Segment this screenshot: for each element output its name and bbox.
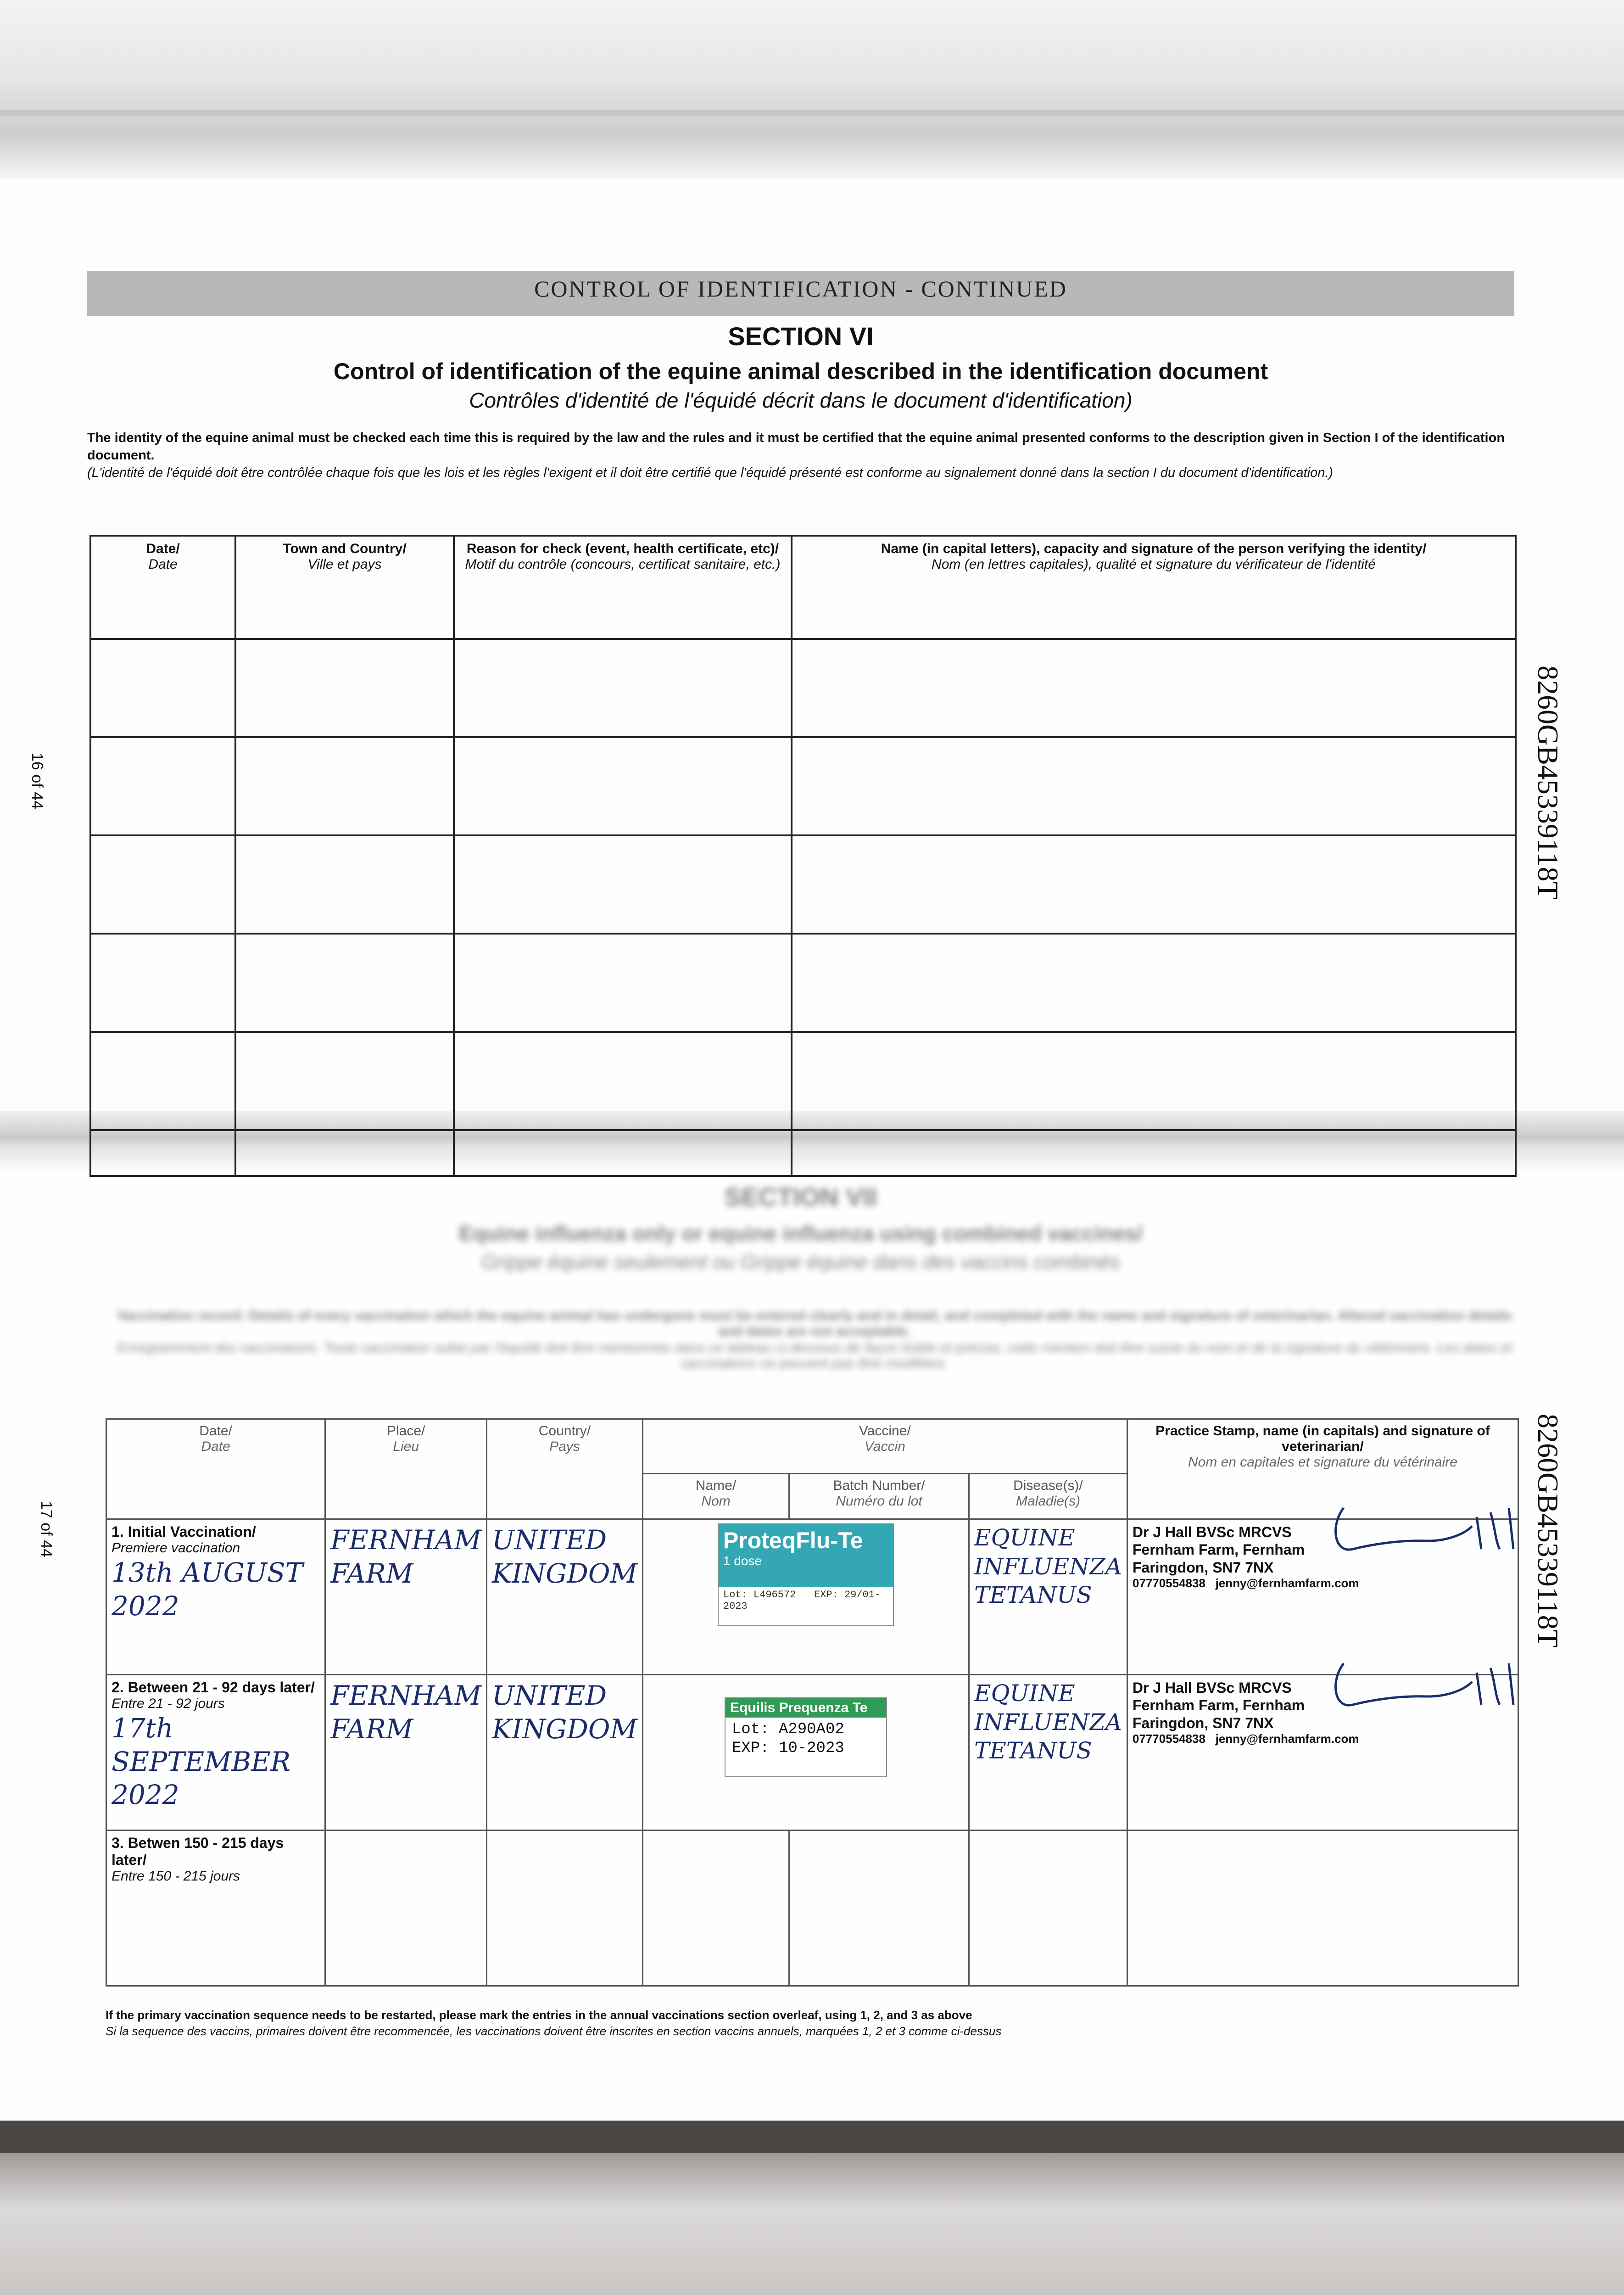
batch-number: Lot: L496572 EXP: 29/01-2023 [723,1589,881,1612]
table-row [106,1830,1518,1986]
intro-text [87,429,1519,481]
handwritten-date: 13th AUGUST 2022 [112,1557,303,1622]
passport-id-lower: 8260GB45339118T [1532,1414,1564,1648]
col-batch: Batch Number/ Numéro du lot [789,1474,969,1519]
intro-french-lower: Enregistrement des vaccinations: Toute vaccination subie par l'équidé doit être mentionnée dans ce tableau ci-dessous de façon lisible et précise, cette mention doit être suivie du nom et de la signature du vétérinaire. Les dates et vaccinations ne peuvent pas être modifiées. [117,1340,1512,1371]
vaccination-table [106,1418,1519,1987]
heading-english: Control of identification of the equine animal described in the identification document [333,358,1268,384]
heading-french-lower: Grippe équine seulement ou Grippe équine dans des vaccins combinés [481,1251,1120,1273]
vaccine-brand: Equilis Prequenza Te [725,1698,886,1718]
table-row [90,934,1516,1032]
table-row [90,639,1516,737]
heading-french: Contrôles d'identité de l'équidé décrit dans le document d'identification) [469,388,1133,412]
col-place: Place/ Lieu [325,1419,487,1519]
col-town: Town and Country/ Ville et pays [235,536,454,639]
footnote-english: If the primary vaccination sequence needs to be restarted, please mark the entries in the annual vaccinations section overleaf, using 1, 2, and 3 as above [106,2008,972,2022]
table-row [90,1130,1516,1176]
col-vaccine-name: Name/ Nom [642,1474,789,1519]
table-header-row [106,1419,1518,1474]
vaccine-sticker [725,1697,887,1777]
vaccine-label-cell [642,1519,969,1675]
vet-signature [1325,1654,1536,1718]
passport-id-upper: 8260GB45339118T [1532,666,1564,900]
vaccine-brand: ProteqFlu-Te [723,1528,863,1553]
scanner-edge-top [0,0,1624,179]
identity-check-table [89,535,1517,1177]
date-cell: 3. Betwen 150 - 215 days later/ Entre 150 - 215 jours [106,1830,325,1986]
place-cell: FERNHAM FARM [325,1519,487,1675]
date-cell: 2. Between 21 - 92 days later/ Entre 21 - 92 jours 17th SEPTEMBER 2022 [106,1675,325,1830]
disease-cell: EQUINE INFLUENZA TETANUS [969,1519,1127,1675]
scanner-line [0,110,1624,116]
place-cell: FERNHAM FARM [325,1675,487,1830]
batch-number: Lot: A290A02 EXP: 10-2023 [731,1721,844,1757]
col-disease: Disease(s)/ Maladie(s) [969,1474,1127,1519]
page-number-upper: 16 of 44 [28,753,46,809]
practice-cell [1127,1675,1518,1830]
page-number-lower: 17 of 44 [38,1501,55,1557]
col-vaccine: Vaccine/ Vaccin [642,1419,1127,1474]
heading-english-lower: Equine influenza only or equine influenza using combined vaccines/ [458,1221,1143,1245]
table-row [106,1675,1518,1830]
section-title: SECTION VI [728,322,874,351]
table-row [106,1519,1518,1675]
col-practice: Practice Stamp, name (in capitals) and signature of veterinarian/ Nom en capitales et signature du vétérinaire [1127,1419,1518,1519]
disease-cell: EQUINE INFLUENZA TETANUS [969,1675,1127,1830]
vaccine-label-cell [642,1675,969,1830]
col-date: Date/ Date [90,536,235,639]
practice-stamp: Dr J Hall BVSc MRCVS Fernham Farm, Fernham Faringdon, SN7 7NX 07770554838 jenny@fernhamfarm.com [1132,1524,1359,1590]
footnote-french: Si la sequence des vaccins, primaires doivent être recommencée, les vaccinations doivent être inscrites en section vaccins annuels, marquées 1, 2 et 3 comme ci-dessus [106,2024,1002,2038]
scanner-edge-bottom [0,2121,1624,2153]
country-cell: UNITED KINGDOM [487,1519,643,1675]
table-row [90,1032,1516,1130]
intro-english: The identity of the equine animal must be checked each time this is required by the law and the rules and it must be certified that the equine animal presented conforms to the description given in Section I of the identification document. [87,431,1505,463]
vet-signature [1325,1499,1536,1563]
handwritten-date: 17th SEPTEMBER 2022 [112,1713,291,1810]
col-country: Country/ Pays [487,1419,643,1519]
section-title-lower: SECTION VII [724,1182,877,1211]
table-row [90,737,1516,835]
scanner-bed [0,2153,1624,2295]
col-date: Date/ Date [106,1419,325,1519]
table-header-row [90,536,1516,639]
vaccine-sticker: ProteqFlu-Te 1 dose Lot: L496572 EXP: 29/01-2023 [718,1523,894,1626]
col-reason: Reason for check (event, health certificate, etc)/ Motif du contrôle (concours, certificat sanitaire, etc.) [454,536,792,639]
country-cell: UNITED KINGDOM [487,1675,643,1830]
date-cell: 1. Initial Vaccination/ Premiere vaccination 13th AUGUST 2022 [106,1519,325,1675]
practice-stamp: Dr J Hall BVSc MRCVS Fernham Farm, Fernham Faringdon, SN7 7NX 07770554838 jenny@fernhamfarm.com [1132,1679,1359,1746]
ribbon-title: CONTROL OF IDENTIFICATION - CONTINUED [534,276,1067,302]
intro-french: (L'identité de l'équidé doit être contrôlée chaque fois que les lois et les règles l'exigent et il doit être certifié que l'équidé présenté est conforme au signalement donné dans la section I du document d'identification.) [87,465,1334,480]
practice-cell [1127,1519,1518,1675]
col-verifier: Name (in capital letters), capacity and signature of the person verifying the identity/ Nom (en lettres capitales), qualité et signature du vérificateur de l'identité [792,536,1516,639]
intro-english-lower: Vaccination record: Details of every vaccination which the equine animal has undergone must be entered clearly and in detail, and completed with the name and signature of veterinarian. Altered vaccination details and dates are not acceptable. [117,1308,1512,1339]
table-row [90,835,1516,934]
